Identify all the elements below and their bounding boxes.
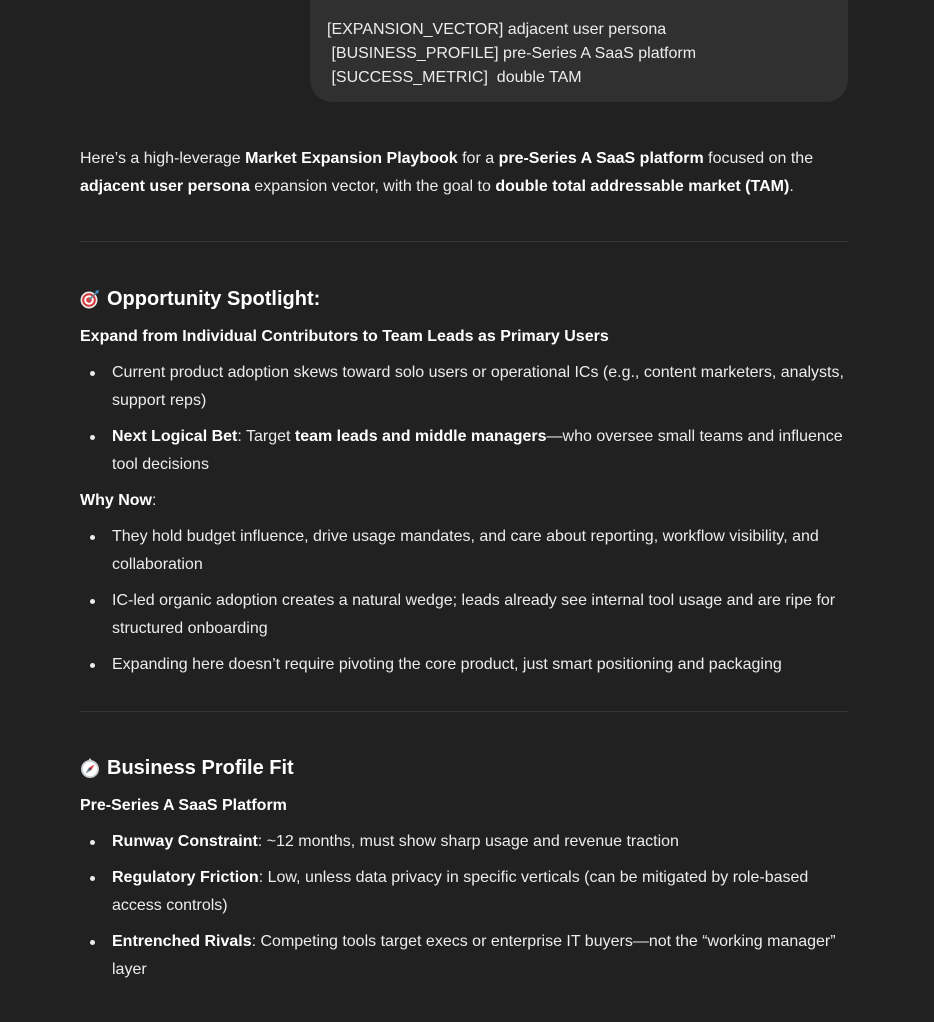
list-item xyxy=(80,359,848,415)
intro-bold: pre-Series A SaaS platform xyxy=(498,150,704,167)
list-item-text: —who oversee small teams and influence tool decisions xyxy=(112,428,843,473)
list-item-text: : Competing tools target execs or enterprise IT buyers—not the “working manager” layer xyxy=(112,933,836,978)
dart-target-icon xyxy=(80,289,100,309)
list-item xyxy=(80,928,848,984)
why-now-list xyxy=(80,523,848,679)
why-now-text: Why Now xyxy=(80,492,152,509)
list-item-text: : ~12 months, must show sharp usage and revenue traction xyxy=(257,833,679,850)
section-divider xyxy=(80,241,848,242)
list-item-text: Current product adoption skews toward solo users or operational ICs (e.g., content marketers, analysts, support reps) xyxy=(112,364,844,409)
opportunity-list xyxy=(80,359,848,479)
list-item xyxy=(80,828,848,856)
intro-text: for a xyxy=(457,150,499,167)
list-item xyxy=(80,423,848,479)
list-item-text: : Target xyxy=(237,428,295,445)
list-item-bold: Regulatory Friction xyxy=(112,869,259,886)
list-item xyxy=(80,651,848,679)
intro-bold: adjacent user persona xyxy=(80,178,250,195)
list-item-text: : Low, unless data privacy in specific verticals (can be mitigated by role-based access controls) xyxy=(112,869,809,914)
list-item-text: They hold budget influence, drive usage mandates, and care about reporting, workflow visibility, and collaboration xyxy=(112,528,819,573)
business-profile-subhead: Pre-Series A SaaS Platform xyxy=(80,797,287,814)
business-profile-list xyxy=(80,828,848,984)
user-message-bubble xyxy=(310,0,848,102)
opportunity-subhead: Expand from Individual Contributors to Team Leads as Primary Users xyxy=(80,328,609,345)
intro-text: . xyxy=(789,178,794,195)
list-item-bold: Entrenched Rivals xyxy=(112,933,252,950)
section-divider xyxy=(80,711,848,712)
intro-paragraph xyxy=(80,145,848,201)
intro-bold: double total addressable market (TAM) xyxy=(495,178,790,195)
section-title-text: Business Profile Fit xyxy=(107,757,294,779)
assistant-response xyxy=(80,145,848,992)
list-item xyxy=(80,523,848,579)
intro-text: expansion vector, with the goal to xyxy=(249,178,496,195)
intro-bold: Market Expansion Playbook xyxy=(245,150,458,167)
list-item-text: Expanding here doesn’t require pivoting the core product, just smart positioning and packaging xyxy=(112,656,782,673)
compass-icon xyxy=(80,758,100,778)
list-item-bold: team leads and middle managers xyxy=(294,428,547,445)
why-now-label xyxy=(80,487,848,515)
list-item-bold: Runway Constraint xyxy=(112,833,258,850)
why-now-colon: : xyxy=(152,492,157,509)
list-item xyxy=(80,587,848,643)
list-item xyxy=(80,864,848,920)
user-message-line: [SUCCESS_METRIC] double TAM xyxy=(327,69,582,86)
user-message-line: [EXPANSION_VECTOR] adjacent user persona xyxy=(327,21,667,38)
business-profile-heading xyxy=(80,754,848,782)
intro-text: focused on the xyxy=(703,150,814,167)
list-item-text: IC-led organic adoption creates a natural wedge; leads already see internal tool usage and are ripe for structured onboarding xyxy=(112,592,836,637)
intro-text: Here’s a high-leverage xyxy=(80,150,246,167)
user-message-line: [BUSINESS_PROFILE] pre-Series A SaaS platform xyxy=(327,45,697,62)
section-title-text: Opportunity Spotlight: xyxy=(107,288,321,310)
list-item-bold: Next Logical Bet xyxy=(112,428,238,445)
opportunity-spotlight-heading xyxy=(80,285,848,313)
